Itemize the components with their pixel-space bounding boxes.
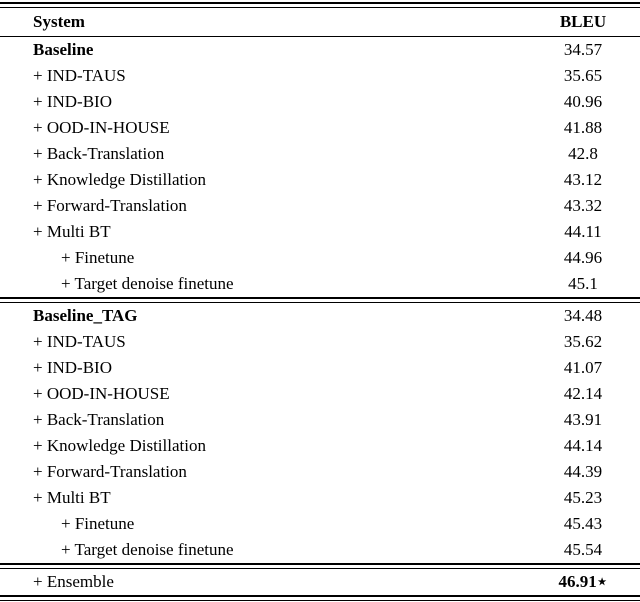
- system-cell: + Back-Translation: [33, 410, 165, 429]
- system-column-header: System: [33, 12, 85, 31]
- system-cell: + IND-TAUS: [33, 66, 126, 85]
- table-row: [0, 271, 640, 297]
- bleu-cell: 46.91⋆: [558, 572, 608, 591]
- table-row: [0, 329, 640, 355]
- system-cell: + IND-BIO: [33, 358, 112, 377]
- table-row: [0, 245, 640, 271]
- system-cell: + OOD-IN-HOUSE: [33, 118, 170, 137]
- system-cell: + Knowledge Distillation: [33, 170, 206, 189]
- system-cell: + Multi BT: [33, 222, 111, 241]
- bleu-cell: 45.23: [563, 488, 603, 507]
- bleu-cell: 44.39: [563, 462, 603, 481]
- bleu-cell: 44.11: [564, 222, 602, 241]
- system-cell: + Knowledge Distillation: [33, 436, 206, 455]
- system-cell: + Finetune: [61, 248, 135, 267]
- table-row: [0, 89, 640, 115]
- table-row: [0, 569, 640, 595]
- system-cell: Baseline: [33, 40, 94, 59]
- bleu-cell: 34.48: [563, 306, 603, 325]
- table-row: [0, 167, 640, 193]
- bleu-cell: 34.57: [563, 40, 603, 59]
- table-row: [0, 63, 640, 89]
- table-row: [0, 459, 640, 485]
- table-row: [0, 37, 640, 63]
- system-cell: + IND-BIO: [33, 92, 112, 111]
- bleu-cell: 42.8: [568, 144, 598, 163]
- bleu-cell: 45.54: [563, 540, 603, 559]
- system-cell: + OOD-IN-HOUSE: [33, 384, 170, 403]
- bleu-cell: 43.91: [563, 410, 603, 429]
- bleu-cell: 44.14: [563, 436, 603, 455]
- table-row: [0, 433, 640, 459]
- bleu-cell: 40.96: [563, 92, 603, 111]
- system-cell: + Target denoise finetune: [61, 540, 234, 559]
- bottom-rule: [0, 595, 640, 601]
- system-cell: + Forward-Translation: [33, 462, 187, 481]
- bleu-cell: 42.14: [563, 384, 603, 403]
- bleu-cell: 45.43: [563, 514, 603, 533]
- bleu-cell: 35.62: [563, 332, 603, 351]
- table-row: [0, 485, 640, 511]
- table-row: [0, 303, 640, 329]
- header-row: [0, 8, 640, 36]
- system-cell: + Multi BT: [33, 488, 111, 507]
- table-row: [0, 511, 640, 537]
- table-row: [0, 381, 640, 407]
- table-row: [0, 141, 640, 167]
- table-body: [0, 37, 640, 595]
- table-row: [0, 219, 640, 245]
- bleu-cell: 45.1: [568, 274, 598, 293]
- table-row: [0, 537, 640, 563]
- table-row: [0, 407, 640, 433]
- system-cell: + Forward-Translation: [33, 196, 187, 215]
- system-cell: + Finetune: [61, 514, 135, 533]
- table-row: [0, 115, 640, 141]
- system-cell: + Ensemble: [33, 572, 114, 591]
- bleu-cell: 43.12: [563, 170, 603, 189]
- system-cell: + IND-TAUS: [33, 332, 126, 351]
- bleu-cell: 41.88: [563, 118, 603, 137]
- bleu-cell: 43.32: [563, 196, 603, 215]
- system-cell: + Back-Translation: [33, 144, 165, 163]
- system-cell: Baseline_TAG: [33, 306, 138, 325]
- bleu-cell: 41.07: [563, 358, 603, 377]
- bleu-column-header: BLEU: [559, 12, 607, 31]
- table-row: [0, 355, 640, 381]
- table-row: [0, 193, 640, 219]
- system-cell: + Target denoise finetune: [61, 274, 234, 293]
- bleu-cell: 35.65: [563, 66, 603, 85]
- bleu-cell: 44.96: [563, 248, 603, 267]
